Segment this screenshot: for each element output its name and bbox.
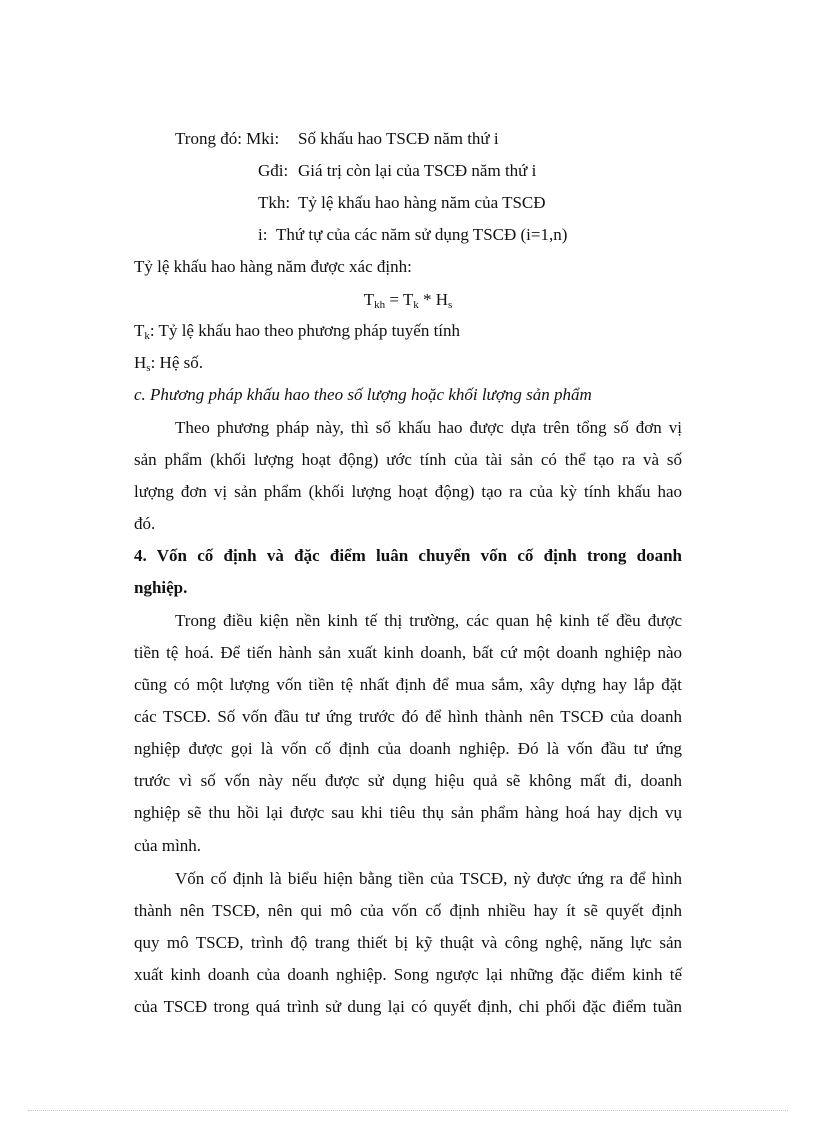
para-4a-line: cũng có một lượng vốn tiền tệ nhất định để mua sắm, xây dựng hay lắp đặt xyxy=(134,675,682,694)
para-c-line: Theo phương pháp này, thì số khấu hao được dựa trên tổng số đơn vị xyxy=(175,418,682,437)
para-4a-line: tiền tệ hoá. Để tiến hành sản xuất kinh doanh, bất cứ một doanh nghiệp nào xyxy=(134,643,682,662)
definition-i: Thứ tự của các năm sử dụng TSCĐ (i=1,n) xyxy=(276,225,568,244)
para-4b-line: quy mô TSCĐ, trình độ trang thiết bị kỹ thuật và công nghệ, năng lực sản xyxy=(134,933,682,952)
definition-i-label: i: xyxy=(258,225,268,244)
para-4b-line: thành nên TSCĐ, nên qui mô của vốn cố định nhiều hay ít sẽ quyết định xyxy=(134,901,682,920)
subheading-c: c. Phương pháp khấu hao theo số lượng hoặc khối lượng sản phẩm xyxy=(134,385,592,404)
definition-tkh: Tỷ lệ khấu hao hàng năm của TSCĐ xyxy=(298,193,546,212)
para-4a-line: nghiệp được gọi là vốn cố định của doanh nghiệp. Đó là vốn đầu tư ứng xyxy=(134,739,682,758)
section-heading-4-cont: nghiệp. xyxy=(134,578,188,597)
para-4a-line: của mình. xyxy=(134,836,202,855)
hs-definition: $H_s$: Hệ số. xyxy=(134,353,203,374)
definition-mki: Số khấu hao TSCĐ năm thứ i xyxy=(298,129,499,148)
para-4b-line: Vốn cố định là biểu hiện bằng tiền của TSCĐ, nỳ được ứng ra để hình xyxy=(175,869,682,888)
definition-gdi-label: Gđi: xyxy=(258,161,289,180)
formula-lhs: $T_{kh}$ xyxy=(363,290,386,311)
para-4b-line: xuất kinh doanh của doanh nghiệp. Song ngược lại những đặc điểm kinh tế xyxy=(134,965,682,984)
rate-intro: Tỷ lệ khấu hao hàng năm được xác định: xyxy=(134,257,412,276)
para-4a-line: trước vì số vốn này nếu được sử dụng hiệu quả sẽ không mất đi, doanh xyxy=(134,771,682,790)
definitions-intro: Trong đó: Mki: xyxy=(175,129,280,148)
formula-hs: $H_s$ xyxy=(435,290,453,311)
definition-tkh-label: Tkh: xyxy=(258,193,291,212)
tk-definition: $T_k$: Tỷ lệ khấu hao theo phương pháp tuyến tính xyxy=(134,321,461,342)
definition-gdi: Giá trị còn lại của TSCĐ năm thứ i xyxy=(298,161,537,180)
para-4a-line: nghiệp sẽ thu hồi lại được sau khi tiêu thụ sản phẩm hàng hoá hay dịch vụ xyxy=(134,803,682,822)
para-4a-line: Trong điều kiện nền kinh tế thị trường, các quan hệ kinh tế đều được xyxy=(175,611,682,630)
para-4a-line: các TSCĐ. Số vốn đầu tư ứng trước đó để hình thành nên TSCĐ của doanh xyxy=(134,707,682,726)
formula-tk: $T_k$ xyxy=(402,290,419,311)
para-c-line: lượng đơn vị sản phẩm (khối lượng hoạt động) tạo ra của kỳ tính khấu hao xyxy=(134,482,682,501)
section-heading-4: 4. Vốn cố định và đặc điểm luân chuyển vốn cố định trong doanh xyxy=(134,546,682,565)
para-4b-line: của TSCĐ trong quá trình sử dung lại có quyết định, chi phối đặc điểm tuần xyxy=(134,997,682,1016)
para-c-line: sản phẩm (khối lượng hoạt động) ước tính của tài sản có thể tạo ra và số xyxy=(134,450,682,469)
para-c-line: đó. xyxy=(134,514,156,533)
formula: $T_{kh} = T_k * H_s$ xyxy=(363,290,453,311)
page-bottom-divider xyxy=(28,1110,788,1111)
